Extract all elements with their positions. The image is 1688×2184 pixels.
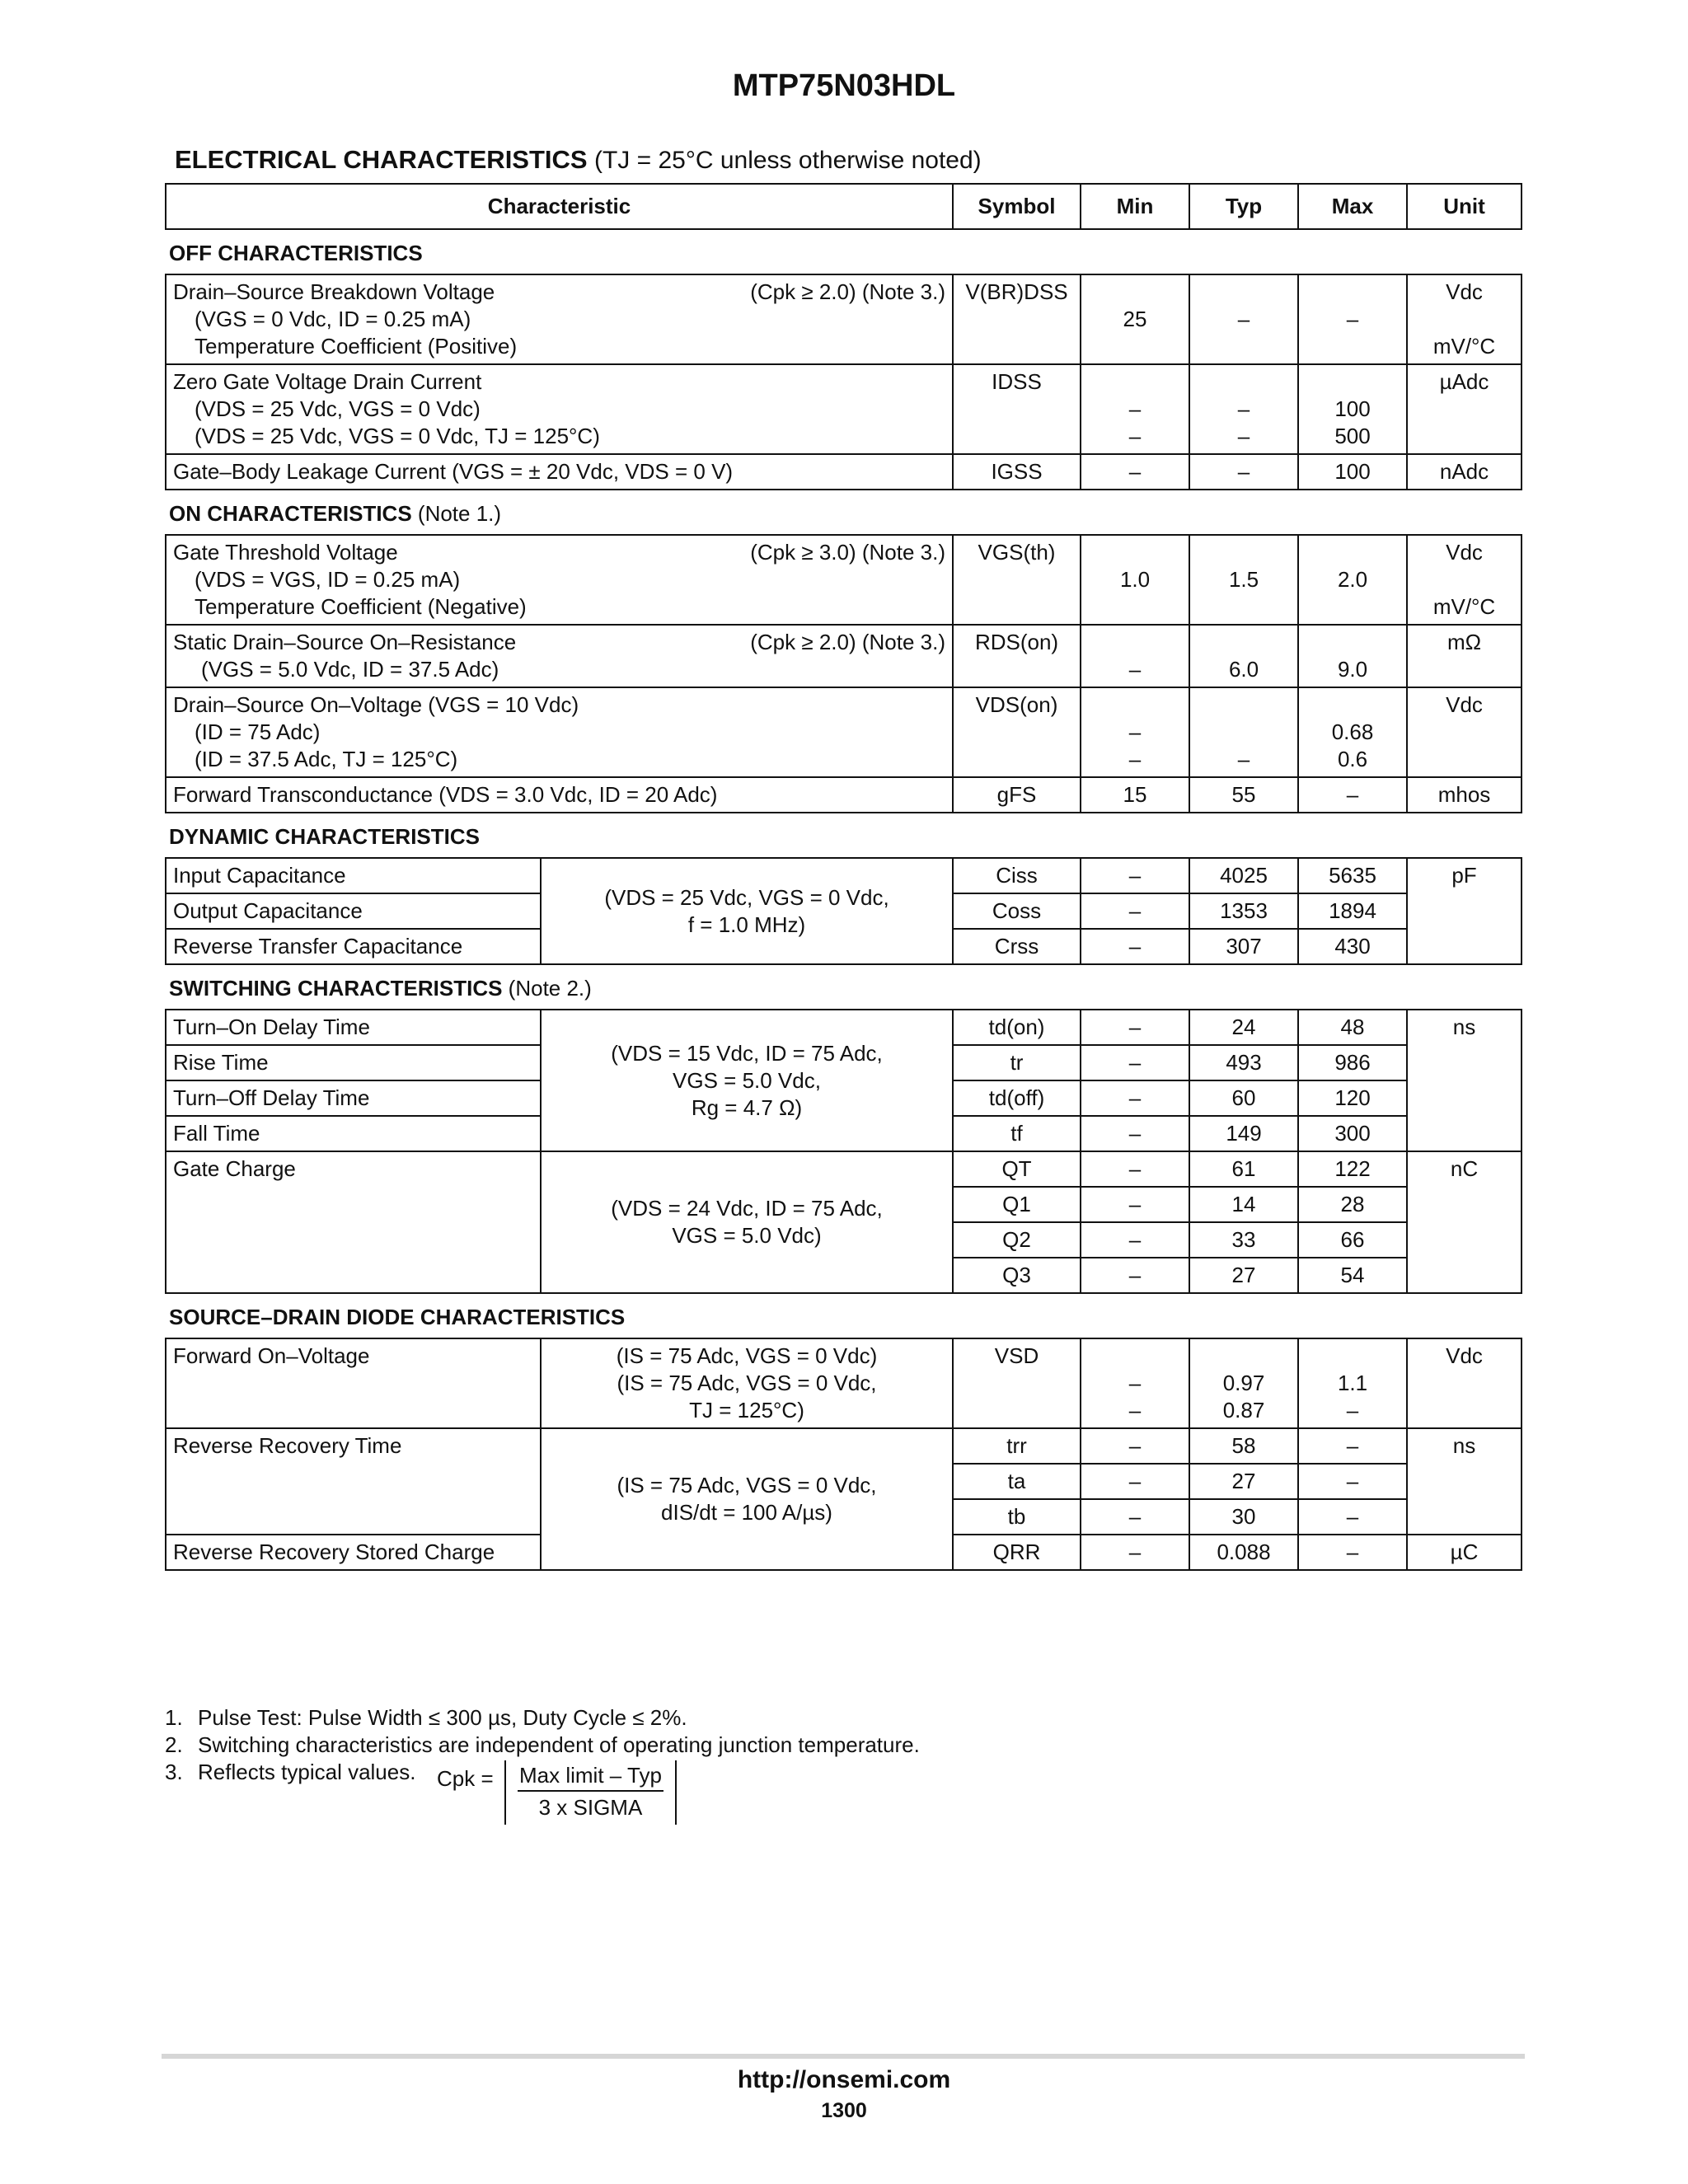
param-min: – (1081, 1116, 1189, 1151)
param-max: 48 (1298, 1010, 1407, 1045)
param-condition (541, 1428, 953, 1570)
param-unit: Vdc (1407, 687, 1522, 777)
footer-url[interactable]: http://onsemi.com (737, 2066, 951, 2093)
param-typ: – (1237, 396, 1250, 421)
param-max: 2.0 (1337, 567, 1368, 592)
category-on (166, 490, 1522, 535)
table-row (166, 1338, 1522, 1428)
col-max: Max (1298, 184, 1407, 229)
param-max: – (1346, 307, 1359, 331)
cpk-formula-fraction (504, 1760, 677, 1825)
condition-line: (IS = 75 Adc, VGS = 0 Vdc, (617, 1371, 877, 1395)
param-min: 1.0 (1119, 567, 1151, 592)
electrical-characteristics-table (165, 183, 1522, 1571)
param-typ: 58 (1189, 1428, 1298, 1464)
param-max: 0.6 (1337, 747, 1368, 771)
condition-line: TJ = 125°C) (689, 1398, 804, 1422)
param-unit: Vdc (1446, 540, 1483, 565)
table-row (166, 1010, 1522, 1045)
param-name: Reverse Transfer Capacitance (166, 929, 541, 964)
param-symbol: V(BR)DSS (953, 274, 1081, 364)
table-row (166, 454, 1522, 490)
param-typ: – (1189, 454, 1298, 490)
param-symbol: ta (953, 1464, 1081, 1499)
cpk-denominator: 3 x SIGMA (538, 1795, 643, 1820)
param-condition (541, 1338, 953, 1428)
param-name: Drain–Source On–Voltage (VGS = 10 Vdc) (173, 692, 579, 717)
page-title: MTP75N03HDL (732, 68, 956, 103)
param-symbol: Coss (953, 893, 1081, 929)
param-symbol: tr (953, 1045, 1081, 1080)
param-name: Gate–Body Leakage Current (VGS = ± 20 Vdc, VDS = 0 V) (166, 454, 953, 490)
col-min: Min (1081, 184, 1189, 229)
condition-line: (IS = 75 Adc, VGS = 0 Vdc, (617, 1473, 877, 1497)
param-min: 15 (1081, 777, 1189, 813)
param-max: 54 (1298, 1258, 1407, 1293)
param-min: – (1128, 1398, 1142, 1422)
col-symbol: Symbol (953, 184, 1081, 229)
param-typ: 14 (1189, 1187, 1298, 1222)
col-characteristic: Characteristic (166, 184, 953, 229)
param-name: Input Capacitance (166, 858, 541, 893)
param-max: 5635 (1298, 858, 1407, 893)
param-max: 1.1 (1337, 1371, 1368, 1395)
param-min: – (1128, 657, 1142, 682)
param-name: Turn–On Delay Time (166, 1010, 541, 1045)
param-min: – (1081, 454, 1189, 490)
param-max: 500 (1334, 424, 1371, 448)
param-min: – (1081, 1010, 1189, 1045)
table-row (166, 687, 1522, 777)
footnote (165, 1732, 920, 1759)
param-symbol: gFS (953, 777, 1081, 813)
param-min: – (1081, 1151, 1189, 1187)
param-symbol: tf (953, 1116, 1081, 1151)
param-min: – (1081, 1222, 1189, 1258)
col-typ: Typ (1189, 184, 1298, 229)
table-row (166, 535, 1522, 625)
param-condition (541, 1010, 953, 1151)
param-max: – (1298, 1499, 1407, 1535)
category-label: ON CHARACTERISTICS (169, 501, 412, 526)
param-symbol: VSD (953, 1338, 1081, 1428)
param-typ: 27 (1189, 1464, 1298, 1499)
param-condition: (VDS = VGS, ID = 0.25 mA) (195, 567, 461, 592)
param-unit: nC (1407, 1151, 1522, 1293)
footnote-number: 1. (165, 1705, 183, 1730)
param-name: Reverse Recovery Stored Charge (166, 1535, 541, 1570)
param-min: – (1128, 1371, 1142, 1395)
param-max: – (1298, 1428, 1407, 1464)
param-name: Static Drain–Source On–Resistance (173, 630, 517, 654)
param-typ: 4025 (1189, 858, 1298, 893)
param-min: – (1081, 929, 1189, 964)
category-note: (Note 1.) (417, 501, 502, 526)
param-max: 100 (1334, 396, 1371, 421)
param-symbol: Crss (953, 929, 1081, 964)
param-name: Fall Time (166, 1116, 541, 1151)
footnote (165, 1704, 920, 1732)
footnote-text: Pulse Test: Pulse Width ≤ 300 µs, Duty Cycle ≤ 2%. (198, 1705, 687, 1730)
param-max: – (1298, 777, 1407, 813)
param-unit: µAdc (1407, 364, 1522, 454)
param-min: 25 (1123, 307, 1147, 331)
condition-line: dIS/dt = 100 A/µs) (661, 1500, 832, 1525)
param-condition: (ID = 37.5 Adc, TJ = 125°C) (195, 747, 458, 771)
category-diode: SOURCE–DRAIN DIODE CHARACTERISTICS (166, 1293, 1522, 1338)
section-heading (175, 145, 982, 176)
param-cpk: (Cpk ≥ 2.0) (Note 3.) (750, 630, 946, 654)
table-row (166, 858, 1522, 893)
param-symbol: QRR (953, 1535, 1081, 1570)
param-typ: 30 (1189, 1499, 1298, 1535)
col-unit: Unit (1407, 184, 1522, 229)
param-min: – (1081, 1464, 1189, 1499)
param-unit-tc: mV/°C (1432, 594, 1496, 619)
param-typ: 60 (1189, 1080, 1298, 1116)
param-min: – (1081, 1428, 1189, 1464)
param-condition: (VDS = 25 Vdc, VGS = 0 Vdc) (195, 396, 481, 421)
param-condition: (ID = 75 Adc) (195, 719, 321, 744)
param-typ: 0.088 (1189, 1535, 1298, 1570)
param-symbol: Q1 (953, 1187, 1081, 1222)
param-typ: – (1237, 307, 1250, 331)
table-row (166, 777, 1522, 813)
param-name: Gate Threshold Voltage (173, 540, 398, 565)
param-condition (541, 1151, 953, 1293)
param-min: – (1081, 1499, 1189, 1535)
param-max: – (1298, 1535, 1407, 1570)
condition-line: VGS = 5.0 Vdc, (673, 1067, 821, 1093)
param-max: 66 (1298, 1222, 1407, 1258)
param-min: – (1081, 1187, 1189, 1222)
param-name: Reverse Recovery Time (166, 1428, 541, 1535)
param-symbol: Ciss (953, 858, 1081, 893)
param-name: Zero Gate Voltage Drain Current (173, 369, 482, 394)
param-typ: 27 (1189, 1258, 1298, 1293)
param-typ: – (1237, 424, 1250, 448)
section-title: ELECTRICAL CHARACTERISTICS (175, 145, 588, 174)
table-row (166, 625, 1522, 687)
param-typ: 33 (1189, 1222, 1298, 1258)
cpk-formula-lhs: Cpk = (437, 1766, 494, 1791)
param-min: – (1081, 1535, 1189, 1570)
param-unit: Vdc (1446, 279, 1483, 304)
param-max: 300 (1298, 1116, 1407, 1151)
category-switching (166, 964, 1522, 1010)
param-typ: 55 (1189, 777, 1298, 813)
param-max: 986 (1298, 1045, 1407, 1080)
condition-line: Rg = 4.7 Ω) (691, 1094, 803, 1120)
table-row (166, 1428, 1522, 1464)
cpk-numerator: Max limit – Typ (518, 1760, 663, 1792)
param-unit: nAdc (1407, 454, 1522, 490)
param-name: Output Capacitance (166, 893, 541, 929)
param-typ: 149 (1189, 1116, 1298, 1151)
param-typ: 493 (1189, 1045, 1298, 1080)
param-condition: (VGS = 0 Vdc, ID = 0.25 mA) (195, 307, 471, 331)
param-symbol: RDS(on) (953, 625, 1081, 687)
condition-line: (VDS = 25 Vdc, VGS = 0 Vdc, (604, 884, 889, 910)
footnote-text: Switching characteristics are independent of operating junction temperature. (198, 1732, 920, 1757)
param-max: 120 (1298, 1080, 1407, 1116)
category-label: SWITCHING CHARACTERISTICS (169, 976, 503, 1001)
param-name: Gate Charge (166, 1151, 541, 1293)
param-max: – (1346, 1398, 1359, 1422)
param-typ: 6.0 (1228, 657, 1259, 682)
param-symbol: VGS(th) (953, 535, 1081, 625)
param-condition (541, 858, 953, 964)
footnote-text: Reflects typical values. (198, 1760, 416, 1784)
page-number: 1300 (821, 2099, 867, 2122)
param-min: – (1081, 893, 1189, 929)
param-min: – (1081, 1080, 1189, 1116)
section-condition: (TJ = 25°C unless otherwise noted) (593, 147, 982, 174)
param-max: 28 (1298, 1187, 1407, 1222)
param-max: 122 (1298, 1151, 1407, 1187)
param-cpk: (Cpk ≥ 3.0) (Note 3.) (750, 540, 946, 565)
param-typ: 1353 (1189, 893, 1298, 929)
param-name: Rise Time (166, 1045, 541, 1080)
param-max: 0.68 (1331, 719, 1374, 744)
param-max: 100 (1298, 454, 1407, 490)
param-min: – (1081, 858, 1189, 893)
condition-line: (IS = 75 Adc, VGS = 0 Vdc) (616, 1343, 878, 1368)
param-max: 1894 (1298, 893, 1407, 929)
param-symbol: Q2 (953, 1222, 1081, 1258)
param-typ: 61 (1189, 1151, 1298, 1187)
param-unit: mhos (1407, 777, 1522, 813)
category-dynamic: DYNAMIC CHARACTERISTICS (166, 813, 1522, 858)
table-row (166, 364, 1522, 454)
param-unit-tc: mV/°C (1432, 334, 1496, 359)
param-typ: 307 (1189, 929, 1298, 964)
param-tc: Temperature Coefficient (Negative) (195, 594, 527, 619)
param-symbol: VDS(on) (953, 687, 1081, 777)
param-unit: ns (1407, 1428, 1522, 1535)
param-symbol: IDSS (953, 364, 1081, 454)
footnote-number: 2. (165, 1732, 183, 1757)
param-min: – (1081, 1258, 1189, 1293)
param-typ: 0.87 (1222, 1398, 1265, 1422)
param-unit: ns (1407, 1010, 1522, 1151)
footnote-number: 3. (165, 1760, 183, 1784)
param-max: 430 (1298, 929, 1407, 964)
param-condition: (VDS = 25 Vdc, VGS = 0 Vdc, TJ = 125°C) (195, 424, 600, 448)
param-symbol: tb (953, 1499, 1081, 1535)
param-name: Forward Transconductance (VDS = 3.0 Vdc, ID = 20 Adc) (166, 777, 953, 813)
condition-line: f = 1.0 MHz) (687, 912, 806, 937)
category-off: OFF CHARACTERISTICS (166, 229, 1522, 274)
table-header-row (166, 184, 1522, 229)
param-typ: – (1237, 747, 1250, 771)
param-name: Forward On–Voltage (166, 1338, 541, 1428)
param-symbol: trr (953, 1428, 1081, 1464)
param-symbol: IGSS (953, 454, 1081, 490)
condition-line: (VDS = 15 Vdc, ID = 75 Adc, (611, 1040, 883, 1066)
footer-divider (162, 2054, 1525, 2059)
param-typ: 24 (1189, 1010, 1298, 1045)
param-unit: Vdc (1407, 1338, 1522, 1428)
param-name: Drain–Source Breakdown Voltage (173, 279, 495, 304)
param-symbol: QT (953, 1151, 1081, 1187)
param-unit: µC (1407, 1535, 1522, 1570)
param-condition: (VGS = 5.0 Vdc, ID = 37.5 Adc) (201, 657, 499, 682)
param-tc: Temperature Coefficient (Positive) (195, 334, 518, 359)
param-typ: 1.5 (1228, 567, 1259, 592)
param-unit: pF (1407, 858, 1522, 964)
param-max: 9.0 (1337, 657, 1368, 682)
param-symbol: td(off) (953, 1080, 1081, 1116)
param-typ: 0.97 (1222, 1371, 1265, 1395)
param-unit: mΩ (1407, 625, 1522, 687)
param-cpk: (Cpk ≥ 2.0) (Note 3.) (750, 279, 946, 304)
param-max: – (1298, 1464, 1407, 1499)
param-min: – (1128, 424, 1142, 448)
param-min: – (1128, 396, 1142, 421)
param-min: – (1081, 1045, 1189, 1080)
param-min: – (1128, 747, 1142, 771)
condition-line: VGS = 5.0 Vdc) (672, 1223, 822, 1248)
param-symbol: Q3 (953, 1258, 1081, 1293)
param-min: – (1128, 719, 1142, 744)
condition-line: (VDS = 24 Vdc, ID = 75 Adc, (611, 1196, 883, 1221)
param-name: Turn–Off Delay Time (166, 1080, 541, 1116)
table-row (166, 1151, 1522, 1187)
category-note: (Note 2.) (508, 976, 592, 1001)
param-symbol: td(on) (953, 1010, 1081, 1045)
table-row (166, 274, 1522, 364)
